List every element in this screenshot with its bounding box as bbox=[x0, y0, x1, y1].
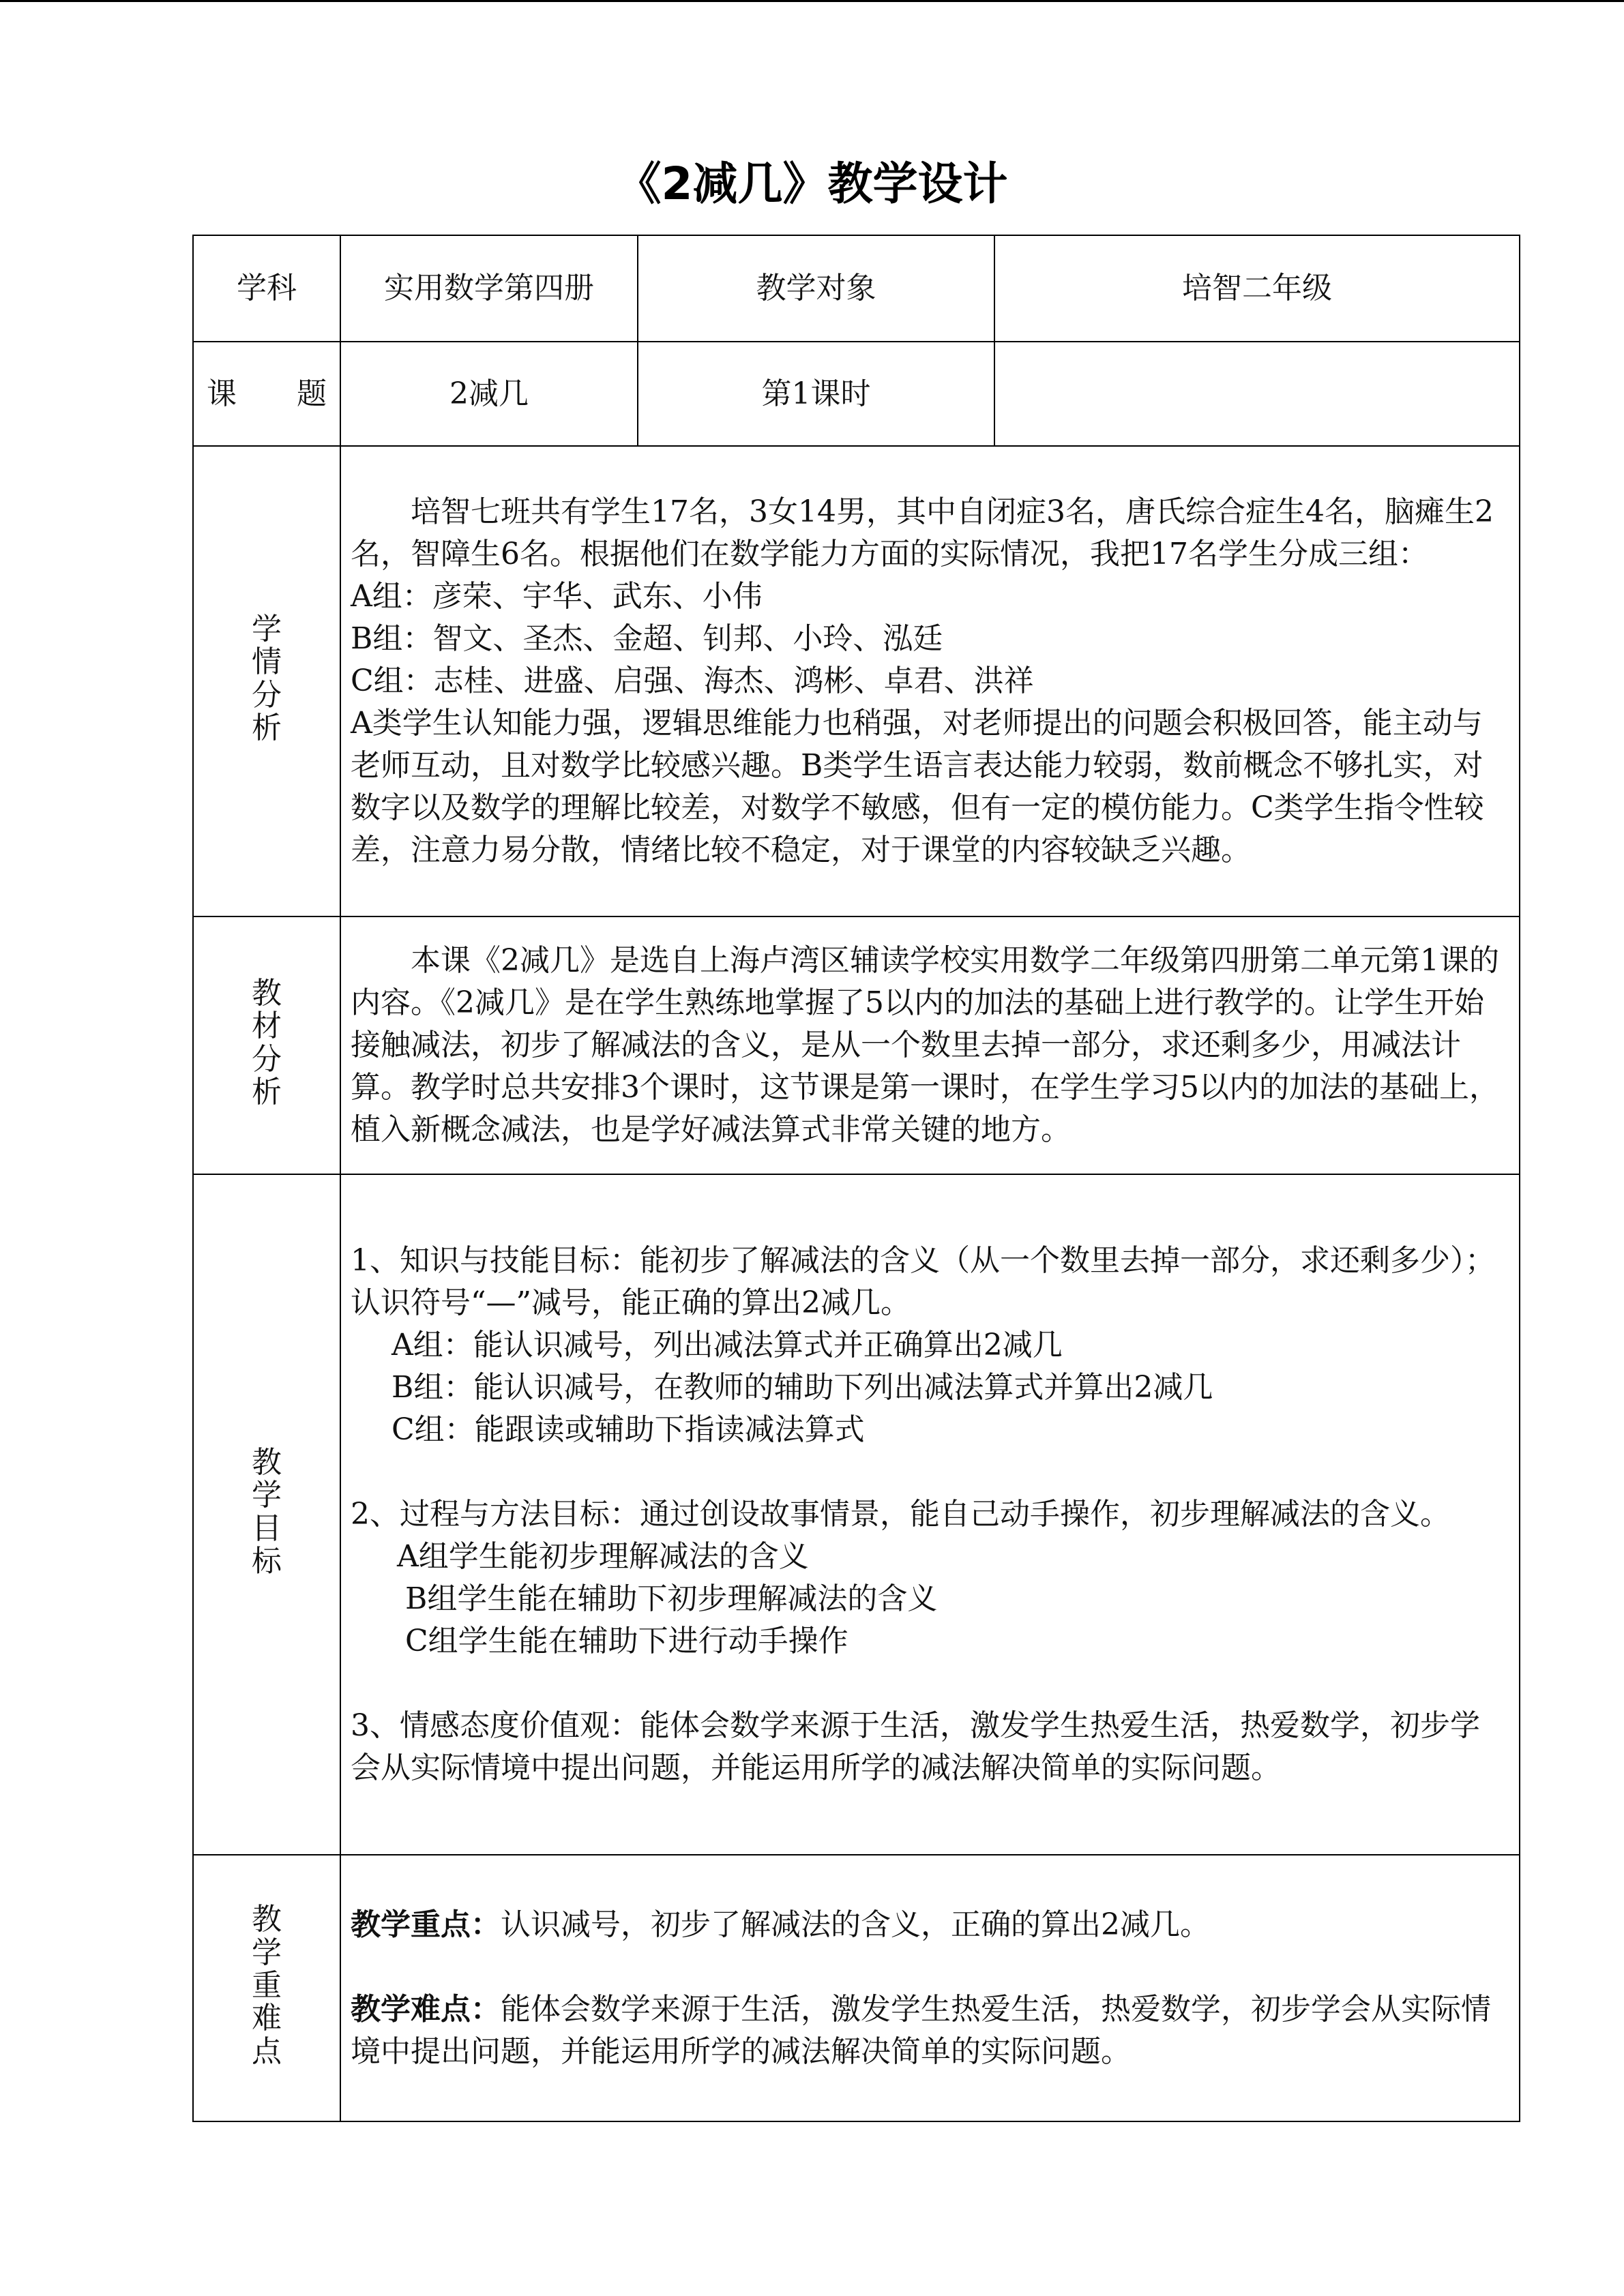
key-points-label-cell bbox=[193, 1855, 340, 2121]
teaching-difficulty bbox=[351, 1988, 1509, 2073]
student-analysis-label: 学情分析 bbox=[252, 611, 282, 746]
target-label: 教学对象 bbox=[638, 235, 994, 342]
objectives-content bbox=[340, 1174, 1520, 1855]
objective-knowledge: 1、知识与技能目标：能初步了解减法的含义（从一个数里去掉一部分，求还剩多少）；认识符号“—”减号，能正确的算出2减几。 bbox=[351, 1243, 1495, 1320]
top-border-line bbox=[0, 0, 1624, 2]
key-points-row bbox=[193, 1855, 1520, 2121]
spacer bbox=[351, 1451, 1509, 1493]
objective-process-group-c: C组学生能在辅助下进行动手操作 bbox=[405, 1624, 848, 1658]
student-group-c: C组：志桂、进盛、启强、海杰、鸿彬、卓君、洪祥 bbox=[351, 664, 1034, 698]
objectives-row bbox=[193, 1174, 1520, 1855]
material-analysis-label: 教材分析 bbox=[252, 975, 282, 1110]
student-analysis-label-cell bbox=[193, 446, 340, 916]
teaching-focus-text: 认识减号，初步了解减法的含义，正确的算出2减几。 bbox=[501, 1907, 1210, 1942]
objective-process-group-a: A组学生能初步理解减法的含义 bbox=[397, 1539, 809, 1574]
topic-extra bbox=[994, 342, 1520, 446]
teaching-difficulty-text: 能体会数学来源于生活，激发学生热爱生活，热爱数学，初步学会从实际情境中提出问题，并能运用所学的减法解决简单的实际问题。 bbox=[351, 1991, 1491, 2069]
material-analysis-content bbox=[340, 916, 1520, 1174]
spacer bbox=[351, 1663, 1509, 1705]
key-points-content bbox=[340, 1855, 1520, 2121]
subject-value: 实用数学第四册 bbox=[340, 235, 638, 342]
header-row bbox=[193, 235, 1520, 342]
student-group-traits: A类学生认知能力强，逻辑思维能力也稍强，对老师提出的问题会积极回答，能主动与老师互动，且对数学比较感兴趣。B类学生语言表达能力较弱，数前概念不够扎实，对数字以及数学的理解比较差，对数学不敏感，但有一定的模仿能力。C类学生指令性较差，注意力易分散，情绪比较不稳定，对于课堂的内容较缺乏兴趣。 bbox=[351, 706, 1484, 867]
teaching-difficulty-label: 教学难点： bbox=[351, 1991, 501, 2027]
page-title: 《2减几》教学设计 bbox=[616, 158, 1008, 210]
topic-label: 课 题 bbox=[193, 342, 340, 446]
student-analysis-row bbox=[193, 446, 1520, 916]
subject-label: 学科 bbox=[193, 235, 340, 342]
student-analysis-intro: 培智七班共有学生17名，3女14男，其中自闭症3名，唐氏综合症生4名，脑瘫生2名，智障生6名。根据他们在数学能力方面的实际情况，我把17名学生分成三组： bbox=[351, 494, 1494, 571]
objective-process: 2、过程与方法目标：通过创设故事情景，能自己动手操作，初步理解减法的含义。 bbox=[351, 1497, 1450, 1532]
key-points-label: 教学重难点 bbox=[252, 1902, 282, 2069]
objectives-label: 教学目标 bbox=[252, 1444, 282, 1579]
teaching-focus-label: 教学重点： bbox=[351, 1907, 501, 1942]
spacer bbox=[351, 1946, 1509, 1988]
material-analysis-text: 本课《2减几》是选自上海卢湾区辅读学校实用数学二年级第四册第二单元第1课的内容。《2减几》是在学生熟练地掌握了5以内的加法的基础上进行教学的。让学生开始接触减法，初步了解减法的含义，是从一个数里去掉一部分，求还剩多少，用减法计算。教学时总共安排3个课时，这节课是第一课时，在学生学习5以内的加法的基础上，植入新概念减法，也是学好减法算式非常关键的地方。 bbox=[351, 943, 1499, 1147]
material-analysis-label-cell bbox=[193, 916, 340, 1174]
objective-attitude: 3、情感态度价值观：能体会数学来源于生活，激发学生热爱生活，热爱数学，初步学会从实际情境中提出问题，并能运用所学的减法解决简单的实际问题。 bbox=[351, 1708, 1480, 1785]
target-value: 培智二年级 bbox=[994, 235, 1520, 342]
student-analysis-content bbox=[340, 446, 1520, 916]
objective-knowledge-group-a: A组：能认识减号，列出减法算式并正确算出2减几 bbox=[392, 1328, 1063, 1362]
topic-period: 第1课时 bbox=[638, 342, 994, 446]
student-group-a: A组：彦荣、宇华、武东、小伟 bbox=[351, 579, 763, 614]
objectives-label-cell bbox=[193, 1174, 340, 1855]
teaching-focus bbox=[351, 1904, 1509, 1946]
student-group-b: B组：智文、圣杰、金超、钊邦、小玲、泓廷 bbox=[351, 621, 943, 656]
material-analysis-row bbox=[193, 916, 1520, 1174]
lesson-plan-table bbox=[192, 235, 1520, 2122]
topic-value: 2减几 bbox=[340, 342, 638, 446]
topic-row bbox=[193, 342, 1520, 446]
objective-knowledge-group-c: C组：能跟读或辅助下指读减法算式 bbox=[392, 1412, 865, 1447]
objective-process-group-b: B组学生能在辅助下初步理解减法的含义 bbox=[405, 1581, 938, 1616]
objective-knowledge-group-b: B组：能认识减号，在教师的辅助下列出减法算式并算出2减几 bbox=[392, 1370, 1213, 1405]
